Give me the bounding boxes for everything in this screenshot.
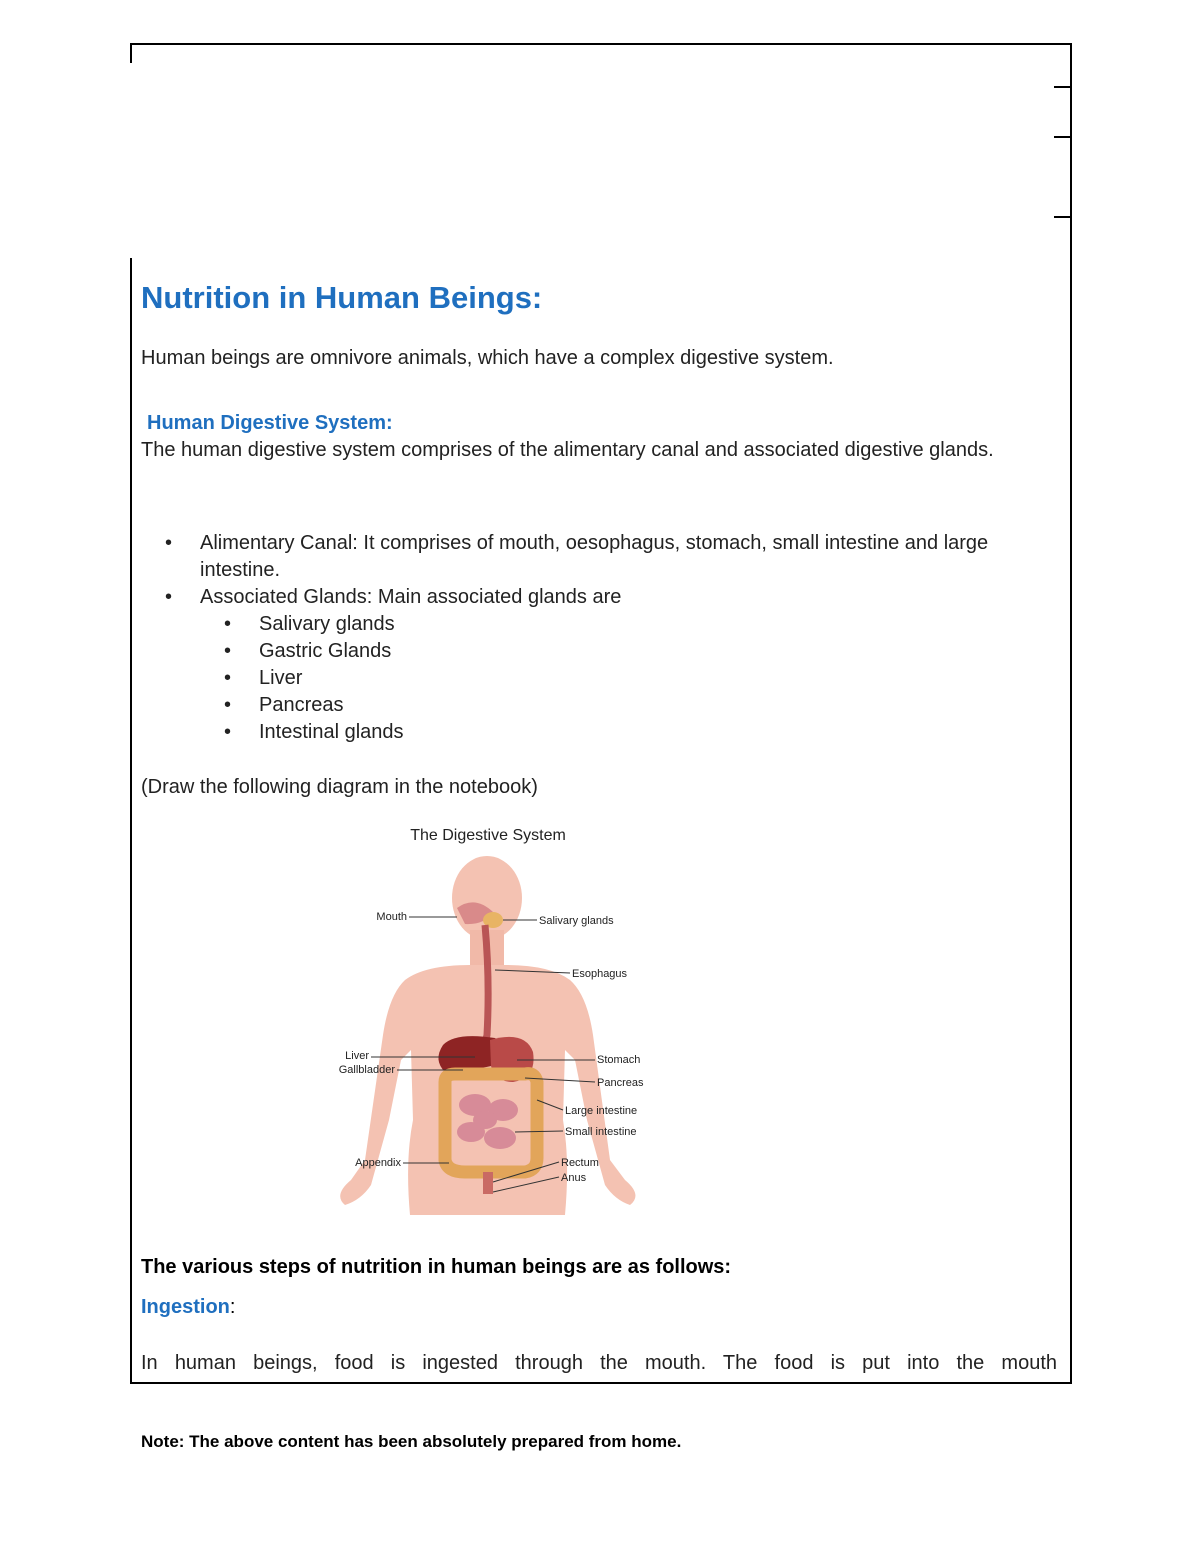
label-liver: Liver	[345, 1050, 369, 1062]
label-small-intestine: Small intestine	[565, 1126, 637, 1138]
label-stomach: Stomach	[597, 1054, 641, 1066]
list-item: • Intestinal glands	[200, 719, 1041, 746]
list-item: • Liver	[200, 665, 1041, 692]
border-tick	[1054, 216, 1071, 218]
border-tick	[1054, 86, 1071, 88]
page-border-right	[1070, 43, 1072, 1384]
label-anus: Anus	[561, 1172, 587, 1184]
digestive-parts-list	[141, 530, 1041, 746]
page-border-left-top	[130, 43, 132, 63]
steps-heading: The various steps of nutrition in human beings are as follows:	[141, 1256, 732, 1278]
ingestion-label: Ingestion	[141, 1296, 230, 1318]
list-item: • Gastric Glands	[200, 638, 1041, 665]
ingestion-paragraph: In human beings, food is ingested through the mouth. The food is put into the mouth	[141, 1352, 1057, 1374]
list-item-associated-glands: • Associated Glands: Main associated glands are • Salivary glands • Gastric Glands • Liver • Pancreas • Intestinal glands	[141, 584, 1041, 746]
digestive-system-diagram	[325, 820, 655, 1220]
border-tick	[1054, 136, 1071, 138]
label-appendix: Appendix	[355, 1157, 401, 1169]
label-large-intestine: Large intestine	[565, 1105, 638, 1117]
page-border-bottom	[130, 1382, 1072, 1384]
diagram-title: The Digestive System	[410, 827, 566, 844]
list-item: • Salivary glands	[200, 611, 1041, 638]
label-salivary-glands: Salivary glands	[539, 915, 614, 927]
page-border-left	[130, 258, 132, 1384]
page-title: Nutrition in Human Beings:	[141, 280, 543, 315]
digestive-system-paragraph: The human digestive system comprises of the alimentary canal and associated digestive glands.	[141, 439, 994, 461]
label-rectum: Rectum	[561, 1157, 599, 1169]
list-item-alimentary-canal: • Alimentary Canal: It comprises of mouth, oesophagus, stomach, small intestine and large intestine.	[141, 530, 1041, 584]
digestive-system-heading: Human Digestive System:	[147, 412, 393, 434]
draw-instruction: (Draw the following diagram in the notebook)	[141, 776, 538, 798]
rectum-shape	[483, 1172, 493, 1194]
label-mouth: Mouth	[376, 911, 407, 923]
intro-paragraph: Human beings are omnivore animals, which have a complex digestive system.	[141, 347, 834, 369]
footer-note: Note: The above content has been absolutely prepared from home.	[141, 1432, 682, 1451]
page-border-top	[130, 43, 1072, 45]
label-esophagus: Esophagus	[572, 968, 628, 980]
glands-sublist	[200, 611, 1041, 746]
ingestion-colon: :	[229, 1296, 236, 1318]
label-pancreas: Pancreas	[597, 1077, 644, 1089]
list-item: • Pancreas	[200, 692, 1041, 719]
ingestion-heading	[141, 1296, 235, 1319]
label-gallbladder: Gallbladder	[338, 1064, 395, 1076]
